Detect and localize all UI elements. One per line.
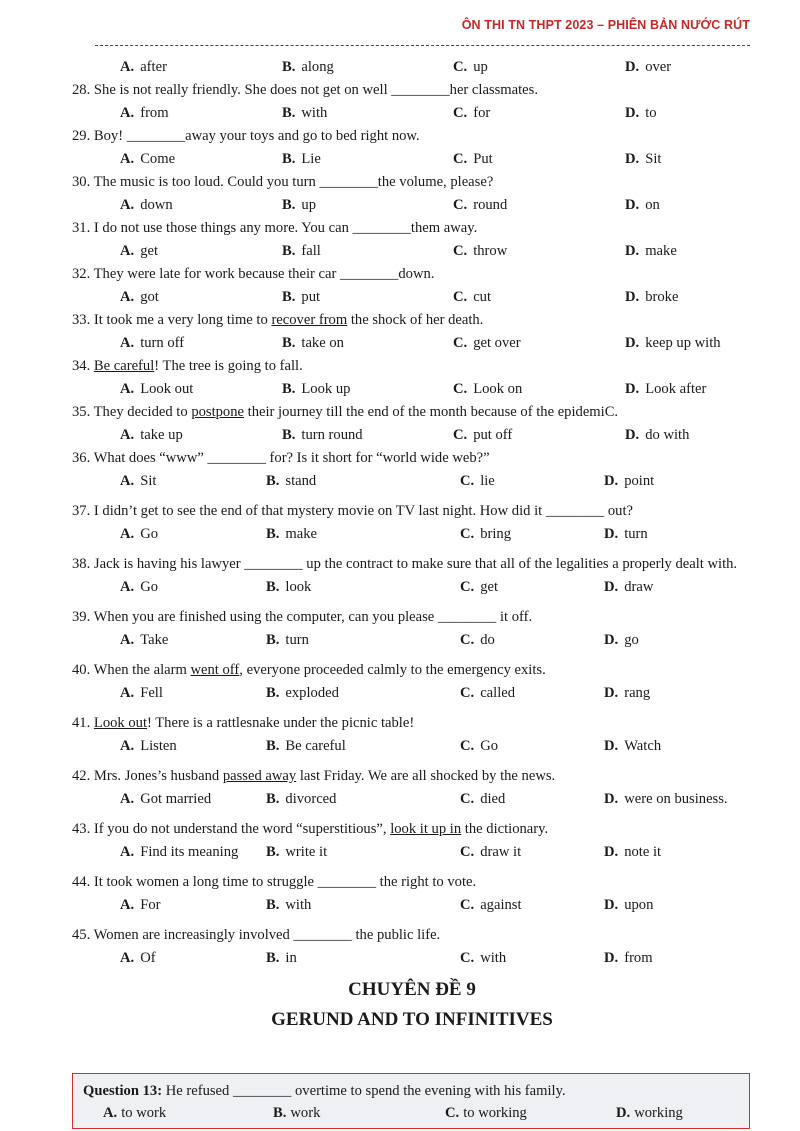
option-c[interactable]: C. Put <box>453 151 493 167</box>
option-a[interactable]: A. turn off <box>120 335 185 351</box>
option-d[interactable]: D. Look after <box>625 381 707 397</box>
options-row <box>72 376 752 402</box>
option-d[interactable]: D. were on business. <box>604 791 728 807</box>
option-b[interactable]: B. along <box>282 59 334 75</box>
question-number: 32. <box>72 266 91 282</box>
option-b[interactable]: B. fall <box>282 243 321 259</box>
options-row <box>72 238 752 264</box>
underlined-phrase: Be careful <box>93 358 155 374</box>
option-a[interactable]: A. got <box>120 289 159 305</box>
option-c[interactable]: C. up <box>453 59 488 75</box>
example-question-stem: He refused ________ overtime to spend the evening with his family. <box>162 1083 566 1099</box>
question-number: 39. <box>72 609 91 625</box>
option-c[interactable]: C. died <box>460 791 506 807</box>
question-number: 41. <box>72 715 91 731</box>
option-b[interactable]: B. exploded <box>266 685 339 701</box>
question-stem: 28. She is not really friendly. She does not get on well ________her classmates. <box>72 82 538 98</box>
question-item <box>72 218 752 264</box>
example-option-d[interactable]: D. working <box>616 1105 683 1121</box>
question-item <box>72 501 752 554</box>
page-header: ÔN THI TN THPT 2023 – PHIÊN BẢN NƯỚC RÚT <box>461 18 750 32</box>
question-item <box>72 607 752 660</box>
option-a[interactable]: A. Go <box>120 526 159 542</box>
option-d[interactable]: D. draw <box>604 579 654 595</box>
question-stem: 29. Boy! ________away your toys and go to bed right now. <box>72 128 420 144</box>
example-option-b[interactable]: B. work <box>273 1105 321 1121</box>
option-b[interactable]: B. take on <box>282 335 344 351</box>
option-d[interactable]: D. point <box>604 473 655 489</box>
option-b[interactable]: B. make <box>266 526 317 542</box>
underlined-phrase: look it up in <box>390 821 462 837</box>
option-c[interactable]: C. get <box>460 579 499 595</box>
option-a[interactable]: A. Got married <box>120 791 212 807</box>
options-row <box>72 54 752 80</box>
question-stem: 37. I didn’t get to see the end of that mystery movie on TV last night. How did it ________ out? <box>72 503 633 519</box>
question-stem: 42. Mrs. Jones’s husband passed away last Friday. We are all shocked by the news. <box>72 768 556 784</box>
question-number: 31. <box>72 220 91 236</box>
options-row <box>72 892 752 918</box>
question-stem: 32. They were late for work because their car ________down. <box>72 266 435 282</box>
option-b[interactable]: B. look <box>266 579 312 595</box>
question-item <box>72 925 752 978</box>
options-row <box>72 330 752 356</box>
option-b[interactable]: B. Be careful <box>266 738 346 754</box>
option-a[interactable]: A. take up <box>120 427 183 443</box>
question-stem: 40. When the alarm went off, everyone proceeded calmly to the emergency exits. <box>72 662 546 678</box>
underlined-phrase: went off <box>190 662 240 678</box>
question-item <box>72 80 752 126</box>
question-item <box>72 310 752 356</box>
option-b[interactable]: B. Look up <box>282 381 351 397</box>
underlined-phrase: Look out <box>93 715 148 731</box>
option-c[interactable]: C. Go <box>460 738 499 754</box>
option-a[interactable]: A. For <box>120 897 161 913</box>
option-c[interactable]: C. Look on <box>453 381 523 397</box>
question-stem: 38. Jack is having his lawyer ________ up the contract to make sure that all of the legalities a properly dealt with. <box>72 556 738 572</box>
question-number: 36. <box>72 450 91 466</box>
option-b[interactable]: B. put <box>282 289 321 305</box>
question-item <box>72 402 752 448</box>
question-stem: 30. The music is too loud. Could you turn ________the volume, please? <box>72 174 494 190</box>
question-number: 29. <box>72 128 91 144</box>
option-a[interactable]: A. Go <box>120 579 159 595</box>
option-a[interactable]: A. Of <box>120 950 156 966</box>
option-d[interactable]: D. broke <box>625 289 679 305</box>
question-number: 38. <box>72 556 91 572</box>
option-c[interactable]: C. cut <box>453 289 492 305</box>
question-stem: 34. Be careful! The tree is going to fall. <box>72 358 303 374</box>
option-a[interactable]: A. after <box>120 59 167 75</box>
example-question-label: Question 13: <box>83 1083 163 1099</box>
option-b[interactable]: B. in <box>266 950 297 966</box>
question-number: 35. <box>72 404 91 420</box>
question-stem: 36. What does “www” ________ for? Is it short for “world wide web?” <box>72 450 490 466</box>
option-c[interactable]: C. lie <box>460 473 495 489</box>
question-item <box>72 554 752 607</box>
question-item <box>72 448 752 501</box>
option-b[interactable]: B. turn round <box>282 427 363 443</box>
options-row <box>72 100 752 126</box>
option-c[interactable]: C. bring <box>460 526 512 542</box>
question-item <box>72 126 752 172</box>
option-c[interactable]: C. put off <box>453 427 513 443</box>
option-d[interactable]: D. keep up with <box>625 335 721 351</box>
example-question-box <box>72 1073 750 1129</box>
option-d[interactable]: D. turn <box>604 526 648 542</box>
options-row <box>72 627 752 653</box>
option-c[interactable]: C. called <box>460 685 516 701</box>
question-number: 45. <box>72 927 91 943</box>
option-a[interactable]: A. Come <box>120 151 176 167</box>
example-option-c[interactable]: C. to working <box>445 1105 527 1121</box>
option-a[interactable]: A. Look out <box>120 381 194 397</box>
question-item <box>72 872 752 925</box>
options-row <box>72 945 752 971</box>
question-item <box>72 713 752 766</box>
option-c[interactable]: C. with <box>460 950 507 966</box>
options-row <box>72 786 752 812</box>
option-b[interactable]: B. write it <box>266 844 328 860</box>
options-row <box>72 839 752 865</box>
question-stem: 43. If you do not understand the word “superstitious”, look it up in the dictionary. <box>72 821 549 837</box>
question-number: 34. <box>72 358 91 374</box>
question-number: 30. <box>72 174 91 190</box>
question-item <box>72 172 752 218</box>
example-option-a[interactable]: A. to work <box>103 1105 167 1121</box>
option-b[interactable]: B. with <box>282 105 328 121</box>
question-stem: 44. It took women a long time to struggle ________ the right to vote. <box>72 874 477 890</box>
question-item <box>72 660 752 713</box>
option-d[interactable]: D. from <box>604 950 653 966</box>
option-d[interactable]: D. go <box>604 632 639 648</box>
option-b[interactable]: B. up <box>282 197 316 213</box>
option-c[interactable]: C. throw <box>453 243 508 259</box>
option-d[interactable]: D. over <box>625 59 672 75</box>
question-number: 37. <box>72 503 91 519</box>
option-a[interactable]: A. down <box>120 197 173 213</box>
options-row <box>72 146 752 172</box>
question-number: 43. <box>72 821 91 837</box>
options-row <box>72 680 752 706</box>
question-number: 42. <box>72 768 91 784</box>
underlined-phrase: recover from <box>271 312 348 328</box>
options-row <box>72 422 752 448</box>
question-stem: 45. Women are increasingly involved ________ the public life. <box>72 927 441 943</box>
options-row <box>72 468 752 494</box>
chapter-title: CHUYÊN ĐỀ 9 <box>348 979 476 1000</box>
question-stem: 41. Look out! There is a rattlesnake under the picnic table! <box>72 715 415 731</box>
option-a[interactable]: A. Listen <box>120 738 177 754</box>
option-c[interactable]: C. for <box>453 105 491 121</box>
option-b[interactable]: B. stand <box>266 473 317 489</box>
option-a[interactable]: A. get <box>120 243 159 259</box>
option-a[interactable]: A. Find its meaning <box>120 844 239 860</box>
option-d[interactable]: D. Sit <box>625 151 662 167</box>
question-item <box>72 356 752 402</box>
options-row <box>72 733 752 759</box>
option-b[interactable]: B. turn <box>266 632 309 648</box>
question-list <box>72 54 752 1030</box>
options-row <box>72 284 752 310</box>
option-d[interactable]: D. rang <box>604 685 651 701</box>
option-b[interactable]: B. divorced <box>266 791 337 807</box>
option-c[interactable]: C. do <box>460 632 495 648</box>
underlined-phrase: passed away <box>222 768 297 784</box>
option-b[interactable]: B. Lie <box>282 151 321 167</box>
question-item <box>72 819 752 872</box>
option-c[interactable]: C. get over <box>453 335 521 351</box>
option-d[interactable]: D. do with <box>625 427 690 443</box>
option-c[interactable]: C. round <box>453 197 508 213</box>
question-stem: 39. When you are finished using the computer, can you please ________ it off. <box>72 609 533 625</box>
option-d[interactable]: D. upon <box>604 897 654 913</box>
option-a[interactable]: A. Fell <box>120 685 163 701</box>
question-number: 40. <box>72 662 91 678</box>
option-d[interactable]: D. to <box>625 105 657 121</box>
option-a[interactable]: A. Sit <box>120 473 157 489</box>
question-number: 33. <box>72 312 91 328</box>
chapter-subtitle: GERUND AND TO INFINITIVES <box>271 1009 553 1030</box>
question-stem: 35. They decided to postpone their journey till the end of the month because of the epidemiC. <box>72 404 619 420</box>
header-divider <box>95 45 750 46</box>
question-number: 44. <box>72 874 91 890</box>
options-row <box>72 521 752 547</box>
question-item <box>72 264 752 310</box>
option-d[interactable]: D. Watch <box>604 738 662 754</box>
option-c[interactable]: C. against <box>460 897 522 913</box>
question-number: 28. <box>72 82 91 98</box>
option-d[interactable]: D. make <box>625 243 677 259</box>
option-c[interactable]: C. draw it <box>460 844 522 860</box>
option-b[interactable]: B. with <box>266 897 312 913</box>
options-row <box>72 574 752 600</box>
option-d[interactable]: D. note it <box>604 844 662 860</box>
example-question-text <box>83 1083 566 1100</box>
question-item <box>72 766 752 819</box>
underlined-phrase: postpone <box>191 404 245 420</box>
option-a[interactable]: A. Take <box>120 632 169 648</box>
options-row <box>72 192 752 218</box>
option-d[interactable]: D. on <box>625 197 660 213</box>
question-stem: 33. It took me a very long time to recover from the shock of her death. <box>72 312 484 328</box>
option-a[interactable]: A. from <box>120 105 169 121</box>
question-stem: 31. I do not use those things any more. You can ________them away. <box>72 220 478 236</box>
